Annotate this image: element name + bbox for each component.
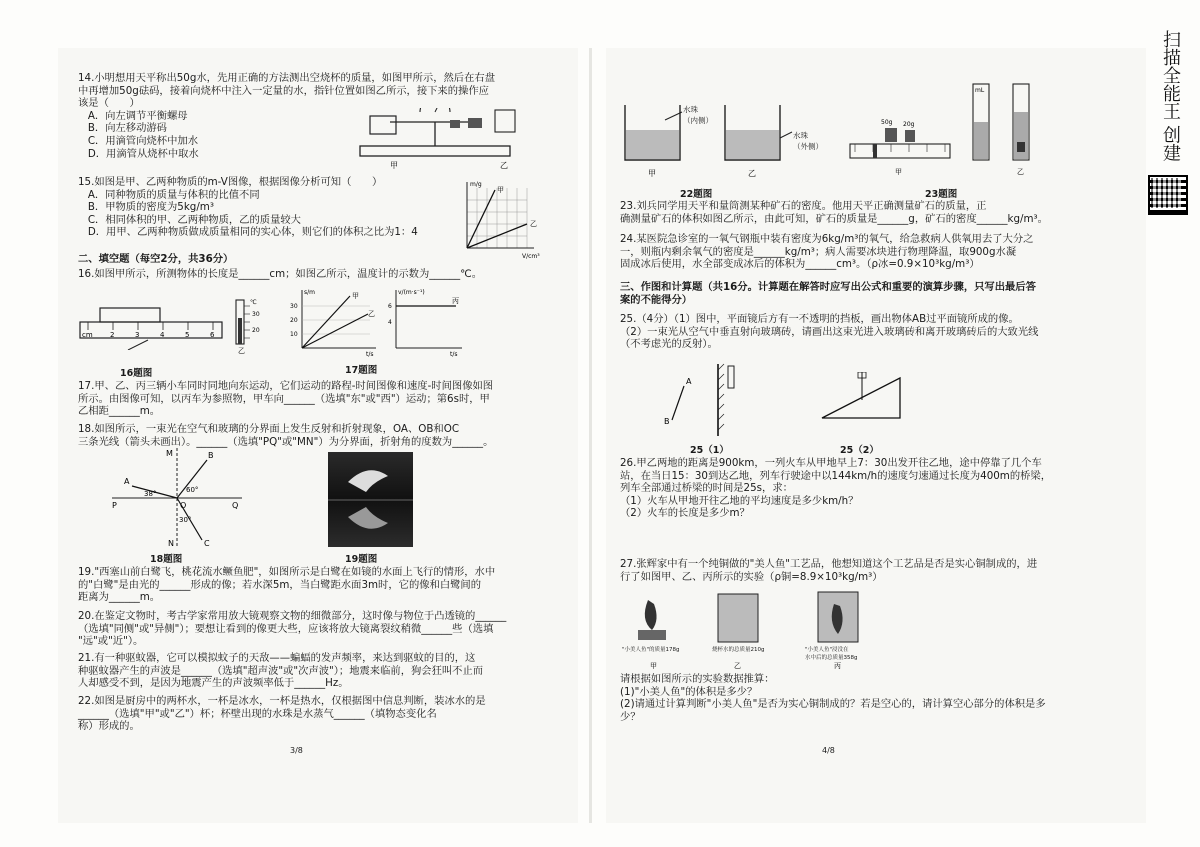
cups-figure: [620, 100, 810, 180]
fig18-label-N: N: [168, 539, 174, 548]
fig25-label-A: A: [686, 377, 692, 386]
graph17a-ytick-30: 30: [290, 303, 298, 310]
page-fold: [589, 48, 592, 823]
question-16: 16.如图甲所示，所测物体的长度是______cm；如图乙所示，温度计的示数为______℃。: [78, 268, 483, 280]
prism-figure: [820, 372, 910, 422]
question-14: 14.小明想用天平称出50g水，先用正确的方法测出空烧杯的质量，如图甲所示，然后在右盘 中再增加50g砝码，接着向烧杯中注入一定量的水，指针位置如图乙所示，接下来的操作应 该是（ ） A．向左调节平衡螺母 B．向左移动游码 C．用滴管向烧杯中加水 D．用滴管从烧杯中取水: [78, 72, 495, 160]
graph17a-series-yi: 乙: [368, 310, 375, 318]
ruler-tick-4: 4: [160, 331, 165, 339]
fig18-angle-60: 60°: [186, 486, 199, 494]
graph17a-ytick-20: 20: [290, 317, 298, 324]
v-t-graph: [386, 286, 466, 358]
fig18-label-M: M: [166, 449, 173, 458]
fig18-label-B: B: [208, 451, 214, 460]
ruler-tick-5: 5: [185, 331, 190, 339]
fig23-unit-ml: mL: [975, 87, 985, 94]
fig23-mass-50g: 50g: [881, 119, 893, 126]
graph17b-ytick-4: 4: [388, 319, 392, 326]
question-26: 26.甲乙两地的距离是900km，一列火车从甲地早上7：30出发开往乙地，途中停靠了几个车 站，在当日15：30到达乙地，列车行驶途中以144km/h的速度匀速通过长度为400m的桥梁， 列车全部通过桥梁的时间是25s，求： （1）火车从甲地开往乙地的平均速度是多少km/h？ （2）火车的长度是多少m？: [620, 457, 1052, 520]
mirror-figure: [660, 362, 770, 438]
question-22: 22.如图是厨房中的两杯水，一杯是冰水，一杯是热水，仅根据图中信息判断，装冰水的是 ______（选填"甲"或"乙"）杯；杯壁出现的水珠是水蒸气______（填物态变化名 称）形成的。: [78, 695, 486, 733]
caption-19: 19题图: [345, 554, 378, 565]
page-number-right: 4/8: [822, 746, 835, 755]
question-18: 18.如图所示，一束光在空气和玻璃的分界面上发生反射和折射现象，OA、OB和OC 三条光线（箭头未画出）。______（选填"PQ"或"MN"）为分界面，折射角的度数为______。: [78, 423, 494, 448]
graph15-ylabel: m/g: [470, 181, 482, 188]
caption-22: 22题图: [680, 189, 713, 200]
graph15-series-yi: 乙: [530, 220, 537, 228]
question-25: 25.（4分）（1）图中，平面镜后方有一不透明的挡板，画出物体AB过平面镜所成的像。 （2）一束光从空气中垂直射向玻璃砖，请画出这束光进入玻璃砖和离开玻璃砖后的大致光线 （不考虑光的反射）。: [620, 313, 1039, 351]
section-3-heading: 三、作图和计算题（共16分。计算题在解答时应写出公式和重要的演算步骤，只写出最后答 案的不能得分）: [620, 281, 1036, 306]
watermark-text: 扫描全能王 创建: [1160, 30, 1181, 162]
ruler-unit: cm: [82, 331, 93, 339]
question-23: 23.刘兵同学用天平和量筒测某种矿石的密度。他用天平正确测量矿石的质量，正 确测量矿石的体积如图乙所示，由此可知，矿石的质量是______g，矿石的密度______kg/m³。: [620, 200, 1048, 225]
thermo-tick-20: 20: [252, 327, 260, 334]
graph17b-ylabel: v/(m·s⁻¹): [398, 289, 425, 296]
fig18-angle-30: 30°: [179, 516, 192, 524]
graph15-xlabel: V/cm³: [522, 253, 540, 260]
question-21: 21.有一种驱蚊器，它可以模拟蚊子的天敌——蝙蝠的发声频率，来达到驱蚊的目的，这 种驱蚊器产生的声波是______（选填"超声波"或"次声波"）；地震来临前，狗会狂叫不止而 人却感受不到，是因为地震产生的声波频率低于______Hz。: [78, 652, 484, 690]
fig23-label-yi: 乙: [1017, 168, 1024, 176]
fig18-label-A: A: [124, 477, 130, 486]
density-figure: [845, 82, 1045, 182]
caption-25-2: 25（2）: [840, 445, 879, 456]
fig18-label-C: C: [204, 539, 210, 548]
fig27-label-jia: 甲: [650, 662, 657, 670]
fig22-label-yi: 乙: [748, 169, 756, 178]
caption-17: 17题图: [345, 365, 378, 376]
graph17b-ytick-6: 6: [388, 303, 392, 310]
caption-25-1: 25（1）: [690, 445, 729, 456]
balance-label-yi: 乙: [500, 161, 508, 170]
fig27-caption-c: "小美人鱼"浸没在 水中后的总质量358g: [805, 647, 858, 661]
graph17a-ylabel: s/m: [304, 289, 315, 296]
balance-label-jia: 甲: [390, 161, 398, 170]
fig27-caption-a: "小美人鱼"的质量178g: [622, 647, 680, 653]
fig18-label-Q: Q: [232, 501, 239, 510]
egret-photo: [328, 452, 413, 547]
fig27-label-yi: 乙: [734, 662, 741, 670]
thermo-label-yi: 乙: [238, 347, 245, 354]
fig23-mass-20g: 20g: [903, 121, 915, 128]
ruler-tick-6: 6: [210, 331, 215, 339]
scanner-watermark: [1152, 30, 1188, 167]
graph17a-ytick-10: 10: [290, 331, 298, 338]
question-27-subparts: 请根据如图所示的实验数据推算： (1)"小美人鱼"的体积是多少？ (2)请通过计算判断"小美人鱼"是否为实心铜制成的？若是空心的，请计算空心部分的体积是多 少？: [620, 673, 1046, 723]
page-number-left: 3/8: [290, 746, 303, 755]
ruler-tick-2: 2: [110, 331, 115, 339]
thermometer-figure: [228, 296, 268, 354]
question-27: 27.张辉家中有一个纯铜做的"美人鱼"工艺品，他想知道这个工艺品是否是实心铜制成的，进 行了如图甲、乙、丙所示的实验（ρ铜=8.9×10³kg/m³）: [620, 558, 1038, 583]
balance-figure: [350, 108, 520, 170]
m-v-graph: [462, 178, 542, 260]
caption-23: 23题图: [925, 189, 958, 200]
refraction-figure: [112, 448, 242, 548]
fig18-label-O: O: [180, 501, 187, 510]
question-19: 19."西塞山前白鹭飞，桃花流水鳜鱼肥"，如图所示是白鹭在如镜的水面上飞行的情形，水中 的"白鹭"是由光的______形成的像；若水深5m，当白鹭距水面3m时，它的像和白鹭间的 距离为______m。: [78, 566, 496, 604]
fig22-water-inside: 水珠 （内侧）: [683, 105, 713, 125]
qr-code-pattern: [1151, 178, 1181, 208]
graph17b-xlabel: t/s: [450, 351, 458, 358]
ruler-figure: [78, 302, 226, 350]
question-24: 24.某医院急诊室的一氧气钢瓶中装有密度为6kg/m³的氧气，给急救病人供氧用去了大分之 一，则瓶内剩余氧气的密度是______kg/m³；病人需要冰块进行物理降温，取900g水凝 固成冰后使用，水全部变成冰后的体积为______cm³。（ρ冰=0.9×10³kg/m³）: [620, 233, 1034, 271]
fig22-label-jia: 甲: [648, 169, 656, 178]
fig23-label-jia: 甲: [895, 168, 902, 176]
question-15: 15.如图是甲、乙两种物质的m-V图像，根据图像分析可知（ ） A．同种物质的质量与体积的比值不同 B．甲物质的密度为5kg/m³ C．相同体积的甲、乙两种物质，乙的质量较大 D．用甲、乙两种物质做成质量相同的实心体，则它们的体积之比为1：4: [78, 176, 418, 239]
s-t-graph: [290, 286, 380, 358]
ruler-tick-3: 3: [135, 331, 140, 339]
caption-18: 18题图: [150, 554, 183, 565]
graph17a-xlabel: t/s: [366, 351, 374, 358]
question-17: 17.甲、乙、丙三辆小车同时同地向东运动，它们运动的路程-时间图像和速度-时间图像如图 所示。由图像可知，以丙车为参照物，甲车向______（选填"东"或"西"）运动；第6s时，甲 乙相距______m。: [78, 380, 494, 418]
question-20: 20.在鉴定文物时，考古学家常用放大镜观察文物的细微部分，这时像与物位于凸透镜的______ （选填"同侧"或"异侧"）；要想让看到的像更大些，应该将放大镜离裂纹稍微______些（选填 "远"或"近"）。: [78, 610, 507, 648]
fig18-label-P: P: [112, 501, 117, 510]
thermo-tick-30: 30: [252, 311, 260, 318]
fig22-water-outside: 水珠 （外侧）: [793, 131, 823, 151]
fig18-angle-38: 38°: [144, 490, 157, 498]
fig27-caption-b: 烧杯水的总质量210g: [712, 647, 765, 653]
caption-16: 16题图: [120, 368, 153, 379]
thermo-unit: ℃: [250, 299, 257, 306]
graph17b-series-bing: 丙: [452, 297, 459, 305]
graph15-series-jia: 甲: [497, 186, 504, 194]
series-jia-line: [467, 190, 495, 248]
section-2-heading: 二、填空题（每空2分，共36分）: [78, 253, 234, 265]
fig27-label-bing: 丙: [834, 662, 841, 670]
graph17a-series-jia: 甲: [352, 292, 359, 300]
fig25-label-B: B: [664, 417, 670, 426]
